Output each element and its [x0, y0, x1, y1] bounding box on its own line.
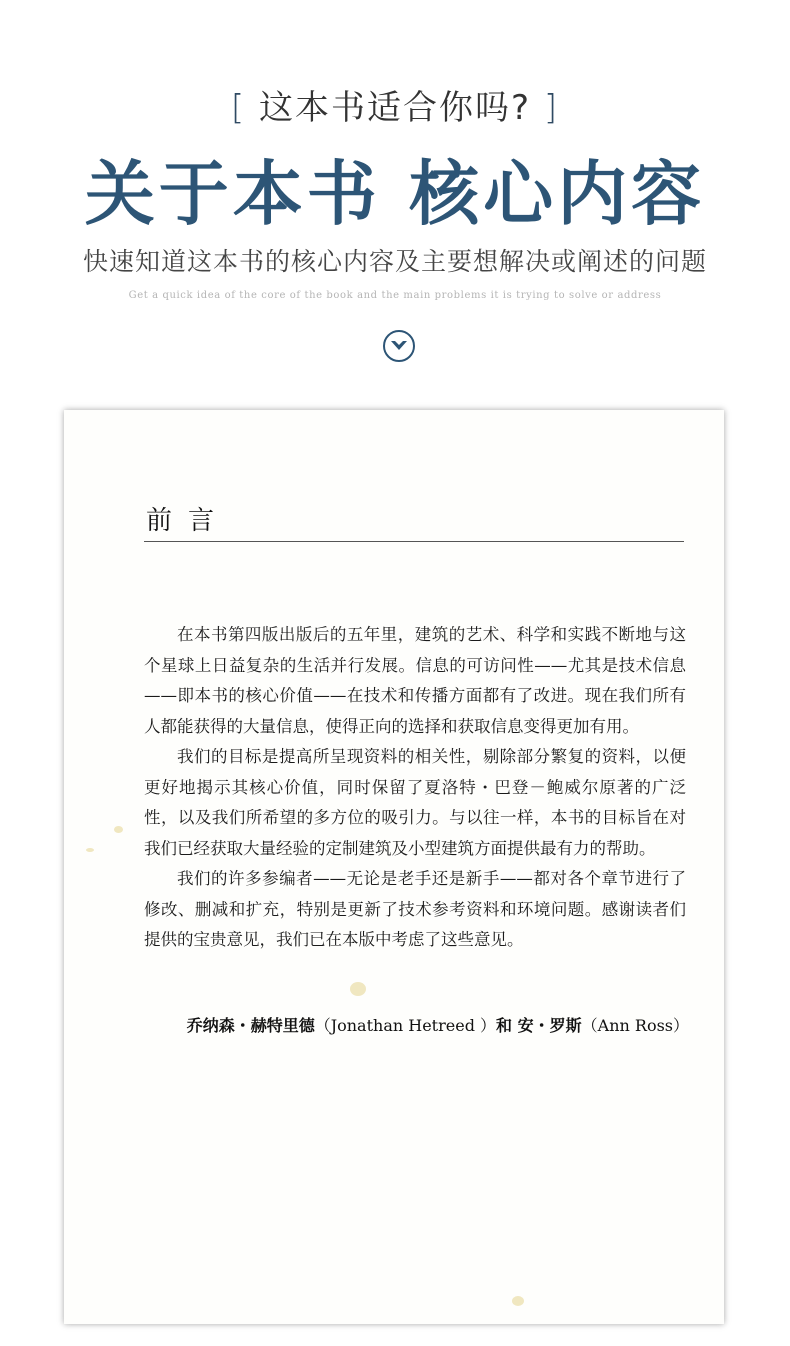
subtitle-english: Get a quick idea of the core of the book and the main problems it is trying to solve or address: [128, 290, 662, 301]
paragraph: 在本书第四版出版后的五年里，建筑的艺术、科学和实践不断地与这个星球上日益复杂的生活并行发展。信息的可访问性——尤其是技术信息——即本书的核心价值——在技术和传播方面都有了改进。现在我们所有人都能获得的大量信息，使得正向的选择和获取信息变得更加有用。: [144, 625, 686, 736]
paper-stain: [350, 982, 366, 996]
author-2-en: （Ann Ross）: [581, 1016, 689, 1035]
preface-body: [144, 620, 686, 956]
bracket-close: ]: [543, 88, 560, 128]
author-2-cn: 安・罗斯: [517, 1016, 582, 1035]
subtitle-chinese: 快速知道这本书的核心内容及主要想解决或阐述的问题: [82, 247, 707, 276]
question-text: 这本书适合你吗?: [258, 88, 532, 128]
main-title: 关于本书 核心内容: [84, 152, 706, 235]
question-line: [0, 80, 790, 129]
paper-stain: [512, 1296, 524, 1306]
author-1-en: （Jonathan Hetreed ）: [314, 1016, 497, 1035]
page-heading: 前言: [146, 506, 231, 536]
chevron-down-circle-icon[interactable]: [383, 330, 415, 362]
bracket-open: [: [230, 88, 247, 128]
book-page-scan: [64, 410, 724, 1324]
author-and: 和: [496, 1016, 513, 1035]
paper-stain: [114, 826, 123, 833]
author-1-cn: 乔纳森・赫特里德: [186, 1016, 315, 1035]
header-section: [0, 0, 790, 400]
paper-stain: [86, 848, 94, 852]
paragraph: 我们的许多参编者——无论是老手还是新手——都对各个章节进行了修改、删减和扩充，特别是更新了技术参考资料和环境问题。感谢读者们提供的宝贵意见，我们已在本版中考虑了这些意见。: [144, 869, 686, 949]
author-signature: [144, 1011, 689, 1041]
paragraph: 我们的目标是提高所呈现资料的相关性，剔除部分繁复的资料，以便更好地揭示其核心价值，同时保留了夏洛特・巴登－鲍威尔原著的广泛性，以及我们所希望的多方位的吸引力。与以往一样，本书的目标旨在对我们已经获取大量经验的定制建筑及小型建筑方面提供最有力的帮助。: [144, 747, 686, 858]
heading-divider: [144, 541, 684, 542]
